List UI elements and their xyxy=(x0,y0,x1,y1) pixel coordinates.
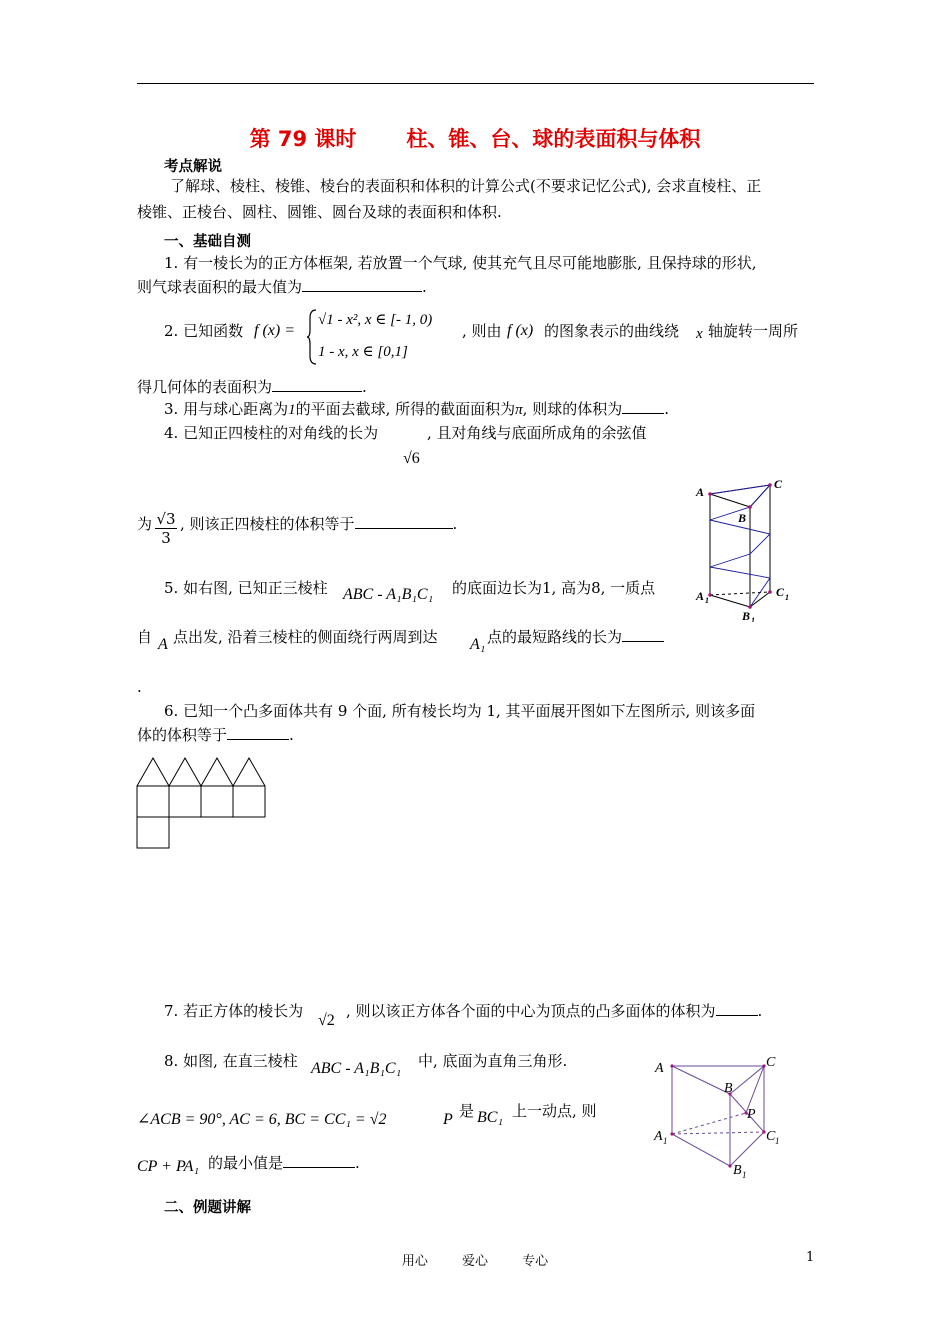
q5-zi: 自 xyxy=(137,628,153,646)
q2-case1: √1 - x², x ∈ [- 1, 0) xyxy=(318,312,433,328)
q4-line2: , 则该正四棱柱的体积等于 . xyxy=(180,515,458,533)
q3-answer-blank xyxy=(622,399,664,414)
q5-line1-a: 5. 如右图, 已知正三棱柱 xyxy=(164,579,328,597)
q5-line1-b: 的底面边长为1, 高为8, 一质点 xyxy=(452,579,656,597)
kaodian-heading: 考点解说 xyxy=(164,159,222,175)
q4-sqrt6: √6 xyxy=(403,450,420,467)
q8-line2-c: 上一动点, 则 xyxy=(512,1102,597,1120)
q7-answer-blank xyxy=(716,1001,758,1016)
q5-answer-blank xyxy=(622,627,664,642)
q2-fx: f (x) = xyxy=(254,322,295,339)
q2-post2: 轴旋转一周所 xyxy=(708,322,799,340)
q3-distance: 1 xyxy=(288,402,296,418)
fig2-sub-C1: 1 xyxy=(775,1136,780,1146)
q2-brace-icon xyxy=(306,308,318,366)
q7-line-b: , 则以该正方体各个面的中心为顶点的凸多面体的体积为 . xyxy=(346,1002,763,1020)
q4-fraction xyxy=(155,510,177,547)
fig1-sub-B1: 1 xyxy=(751,616,755,622)
section2-heading: 二、例题讲解 xyxy=(164,1200,251,1216)
right-prism-figure xyxy=(650,1048,790,1184)
q6-line2: 体的体积等于 . xyxy=(137,726,294,744)
lesson-topic: 柱、锥、台、球的表面积与体积 xyxy=(406,127,701,151)
q8-line3: 的最小值是 . xyxy=(208,1154,360,1172)
q1-answer-blank xyxy=(302,277,422,292)
q8-prism: ABC - A₁B₁C₁ xyxy=(311,1060,402,1077)
fig1-label-B1: B xyxy=(742,609,751,622)
q4-line1-a: 4. 已知正四棱柱的对角线的长为 xyxy=(164,424,379,442)
header-rule xyxy=(137,83,814,84)
q1-line1: 1. 有一棱长为的正方体框架, 若放置一个气球, 使其充气且尽可能地膨胀, 且保持球的形状, xyxy=(164,254,757,272)
q4-frac-num: √3 xyxy=(156,510,176,528)
q4-frac-den: 3 xyxy=(161,529,171,547)
q3-pi: π xyxy=(515,402,523,418)
q3-line: 3. 用与球心距离为1的平面去截球, 所得的截面面积为π, 则球的体积为 . xyxy=(164,400,669,418)
q2-case2: 1 - x, x ∈ [0,1] xyxy=(318,344,408,360)
q7-line-a: 7. 若正方体的棱长为 xyxy=(164,1002,304,1020)
q8-BC1: BC₁ xyxy=(477,1109,504,1126)
footer-motto: 用心 爱心 专心 xyxy=(401,1254,549,1269)
q5-period: . xyxy=(137,678,142,696)
fig1-sub-C1: 1 xyxy=(785,593,789,602)
fig1-label-B: B xyxy=(738,511,747,525)
fig2-label-B: B xyxy=(724,1081,733,1096)
fig2-label-C1: C xyxy=(766,1129,776,1144)
page-title xyxy=(0,123,950,153)
q2-line2: 得几何体的表面积为 . xyxy=(137,378,367,396)
q8-line1-a: 8. 如图, 在直三棱柱 xyxy=(164,1052,298,1070)
fig1-label-C: C xyxy=(774,477,783,491)
q4-wei: 为 xyxy=(137,515,153,533)
fig2-label-C: C xyxy=(766,1055,776,1070)
q4-line1-b: , 且对角线与底面所成角的余弦值 xyxy=(427,424,647,442)
q2-mid: , 则由 xyxy=(462,322,502,340)
fig1-label-A: A xyxy=(696,485,705,499)
q2-label: 2. 已知函数 xyxy=(164,322,244,340)
fig1-sub-A1: 1 xyxy=(705,596,709,605)
fig1-label-C1: C xyxy=(776,585,785,599)
polyhedron-net-figure xyxy=(135,755,269,851)
fig1-label-A1: A xyxy=(696,589,705,603)
q5-line2-end: 点的最短路线的长为 xyxy=(487,626,664,648)
fig2-sub-A1: 1 xyxy=(663,1136,668,1146)
section1-heading: 一、基础自测 xyxy=(164,234,251,250)
q6-line1: 6. 已知一个凸多面体共有 9 个面, 所有棱长均为 1, 其平面展开图如下左图所示, 则该多面 xyxy=(164,702,756,720)
q7-sqrt2: √2 xyxy=(318,1012,335,1029)
q8-P: P xyxy=(443,1111,453,1128)
q5-prism: ABC - A₁B₁C₁ xyxy=(343,586,434,603)
q8-line1-b: 中, 底面为直角三角形. xyxy=(418,1052,568,1070)
q6-answer-blank xyxy=(227,725,289,740)
q5-point-A: A xyxy=(158,636,168,653)
q2-fx2: f (x) xyxy=(507,322,534,339)
kaodian-line1: 了解球、棱柱、棱锥、棱台的表面积和体积的计算公式(不要求记忆公式), 会求直棱柱、正 xyxy=(170,177,762,195)
q2-x: x xyxy=(696,326,703,342)
q8-conditions: ∠ACB = 90°, AC = 6, BC = CC₁ = √2 xyxy=(137,1111,387,1128)
q2-answer-blank xyxy=(272,377,362,392)
q5-point-A1: A₁ xyxy=(470,636,486,653)
q4-answer-blank xyxy=(355,514,453,529)
fig2-label-B1: B xyxy=(733,1163,742,1178)
page-number: 1 xyxy=(806,1250,815,1265)
lesson-number: 第 79 课时 xyxy=(249,127,357,151)
q5-line2-mid: 点出发, 沿着三棱柱的侧面绕行两周到达 xyxy=(173,628,438,646)
q2-post1: 的图象表示的曲线绕 xyxy=(544,322,680,340)
prism-spiral-figure xyxy=(690,474,800,622)
fig2-label-A: A xyxy=(655,1061,664,1076)
q1-line2: 则气球表面积的最大值为 . xyxy=(137,278,427,296)
q8-expression: CP + PA₁ xyxy=(137,1158,199,1175)
fig2-sub-B1: 1 xyxy=(742,1170,747,1180)
kaodian-line2: 棱锥、正棱台、圆柱、圆锥、圆台及球的表面积和体积. xyxy=(137,203,502,221)
q8-answer-blank xyxy=(283,1153,355,1168)
fig2-label-A1: A xyxy=(654,1129,663,1144)
fig2-label-P: P xyxy=(747,1107,756,1122)
q8-is: 是 xyxy=(459,1102,475,1120)
